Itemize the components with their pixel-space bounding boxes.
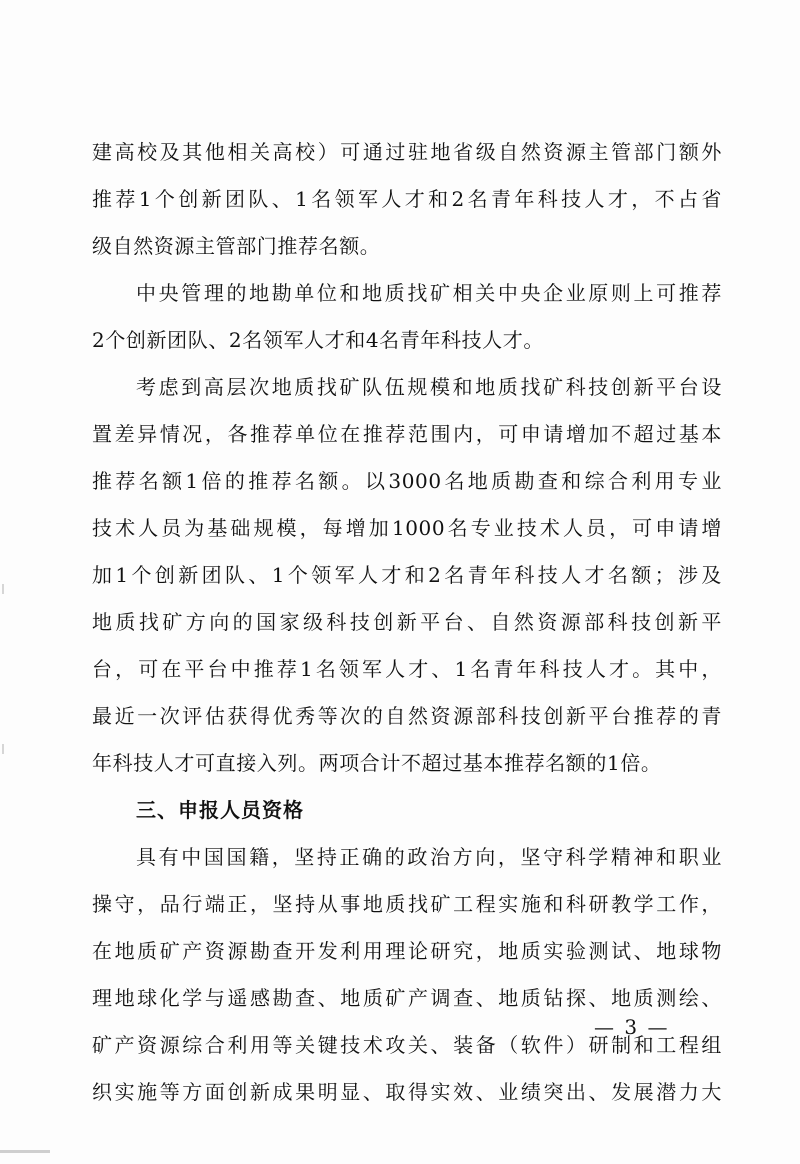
paragraph-line: 中央管理的地勘单位和地质找矿相关中央企业原则上可推荐: [136, 281, 722, 305]
scan-margin-mark: [2, 744, 4, 754]
paragraph-line: 2个创新团队、2名领军人才和4名青年科技人才。: [92, 328, 544, 352]
paragraph-line: 推荐名额1倍的推荐名额。以3000名地质勘查和综合利用专业: [92, 469, 722, 493]
paragraph-line: 级自然资源主管部门推荐名额。: [92, 234, 381, 258]
paragraph-line: 地质找矿方向的国家级科技创新平台、自然资源部科技创新平: [92, 610, 722, 634]
paragraph-line: 考虑到高层次地质找矿队伍规模和地质找矿科技创新平台设: [136, 375, 722, 399]
paragraph-line: 织实施等方面创新成果明显、取得实效、业绩突出、发展潜力大: [92, 1080, 722, 1104]
paragraph-line: 具有中国国籍，坚持正确的政治方向，坚守科学精神和职业: [136, 845, 722, 869]
paragraph-line: 矿产资源综合利用等关键技术攻关、装备（软件）研制和工程组: [92, 1033, 722, 1057]
section-heading: 三、申报人员资格: [136, 798, 304, 822]
scan-edge-mark: [0, 1150, 50, 1153]
paragraph-line: 推荐1个创新团队、1名领军人才和2名青年科技人才，不占省: [92, 187, 722, 211]
paragraph-line: 建高校及其他相关高校）可通过驻地省级自然资源主管部门额外: [92, 140, 722, 164]
paragraph-line: 置差异情况，各推荐单位在推荐范围内，可申请增加不超过基本: [92, 422, 722, 446]
paragraph-line: 最近一次评估获得优秀等次的自然资源部科技创新平台推荐的青: [92, 704, 722, 728]
paragraph-line: 在地质矿产资源勘查开发利用理论研究，地质实验测试、地球物: [92, 939, 722, 963]
paragraph-line: 技术人员为基础规模，每增加1000名专业技术人员，可申请增: [92, 516, 722, 540]
page-number: — 3 —: [594, 1015, 670, 1039]
paragraph-line: 操守，品行端正，坚持从事地质找矿工程实施和科研教学工作，: [92, 892, 722, 916]
paragraph-line: 加1个创新团队、1个领军人才和2名青年科技人才名额；涉及: [92, 563, 722, 587]
paragraph-line: 理地球化学与遥感勘查、地质矿产调查、地质钻探、地质测绘、: [92, 986, 722, 1010]
paragraph-line: 台，可在平台中推荐1名领军人才、1名青年科技人才。其中，: [92, 657, 722, 681]
paragraph-line: 年科技人才可直接入列。两项合计不超过基本推荐名额的1倍。: [92, 751, 662, 775]
scan-margin-mark: [2, 584, 4, 594]
